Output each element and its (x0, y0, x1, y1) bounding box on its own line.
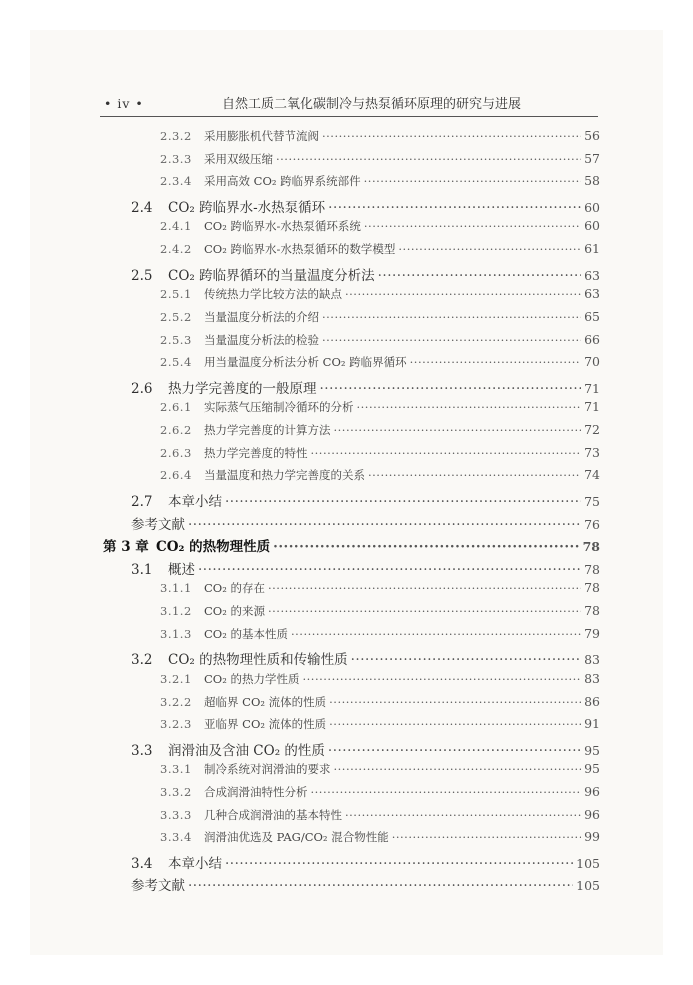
toc-entry-title: 制冷系统对润滑油的要求 (204, 762, 331, 777)
toc-entry[interactable] (131, 377, 600, 398)
dot-leader (188, 517, 581, 533)
dot-leader (268, 581, 581, 595)
dot-leader (273, 539, 579, 555)
toc-entry[interactable] (131, 739, 600, 760)
toc-entry[interactable] (160, 445, 600, 466)
toc-entry[interactable] (160, 354, 600, 375)
toc-entry-page: 105 (576, 855, 600, 871)
dot-leader (334, 423, 582, 437)
toc-entry-page: 105 (576, 878, 600, 894)
toc-entry-title: 采用高效 CO₂ 跨临界系统部件 (204, 174, 361, 189)
toc-entry-page: 70 (584, 354, 600, 370)
toc-entry-number: 2.3.2 (160, 129, 192, 143)
toc-entry[interactable] (160, 671, 600, 692)
dot-leader (410, 355, 581, 369)
toc-entry-number: 2.3.4 (160, 174, 192, 189)
toc-entry[interactable] (160, 467, 600, 488)
toc-entry-page: 60 (584, 218, 600, 234)
dot-leader (329, 695, 581, 709)
toc-entry-page: 78 (582, 539, 600, 555)
dot-leader (225, 856, 573, 872)
toc-entry-title: 润滑油及含油 CO₂ 的性质 (168, 742, 325, 759)
toc-entry[interactable] (131, 196, 600, 217)
dot-leader (364, 219, 581, 233)
toc-entry-title: CO₂ 的来源 (204, 604, 265, 619)
dot-leader (345, 287, 581, 301)
toc-entry-number: 2.5.2 (160, 309, 192, 324)
toc-entry-page: 75 (584, 493, 600, 509)
toc-entry-page: 83 (584, 652, 600, 668)
dot-leader (351, 652, 581, 668)
dot-leader (291, 627, 581, 641)
toc-entry-number: 3.1 (131, 561, 153, 578)
toc-entry-number: 2.5.1 (160, 287, 192, 302)
toc-entry[interactable] (160, 580, 600, 601)
toc-entry-page: 73 (584, 444, 600, 460)
dot-leader (322, 333, 581, 347)
toc-entry-number: 3.2.3 (160, 717, 192, 732)
dot-leader (322, 129, 581, 143)
book-title: 自然工质二氧化碳制冷与热泵循环原理的研究与进展 (222, 97, 522, 112)
toc-entry-page: 65 (584, 308, 600, 324)
toc-entry-title: CO₂ 跨临界水-水热泵循环系统 (204, 219, 361, 234)
toc-entry-number: 2.7 (131, 493, 153, 510)
dot-leader (345, 808, 581, 822)
dot-leader (334, 762, 582, 776)
toc-entry-title: 合成润滑油特性分析 (204, 784, 308, 799)
toc-entry-title: CO₂ 的存在 (204, 581, 265, 596)
toc-entry-title: 参考文献 (131, 878, 185, 895)
dot-leader (188, 878, 573, 894)
toc-entry[interactable] (160, 807, 600, 828)
toc-entry-number: 2.4.1 (160, 219, 192, 234)
toc-entry-title: 概述 (168, 561, 195, 578)
toc-entry-page: 56 (584, 128, 600, 143)
toc-entry-title: CO₂ 的基本性质 (204, 626, 288, 641)
toc-entry-number: 第 3 章 (103, 539, 149, 556)
toc-entry-title: 参考文献 (131, 516, 185, 533)
toc-entry-title: CO₂ 跨临界水-水热泵循环的数学模型 (204, 242, 396, 257)
toc-entry-page: 76 (584, 516, 600, 532)
dot-leader (303, 672, 582, 686)
toc-entry-title: 热力学完善度的一般原理 (168, 380, 317, 397)
toc-entry-page: 63 (584, 267, 600, 283)
toc-entry-number: 3.2.1 (160, 671, 192, 686)
toc-entry-title: 超临界 CO₂ 流体的性质 (204, 694, 327, 709)
toc-entry-number: 3.3.3 (160, 807, 192, 822)
toc-entry[interactable] (131, 558, 600, 579)
toc-entry-title: 当量温度分析法的介绍 (204, 309, 319, 324)
toc-entry-number: 3.1.2 (160, 604, 192, 619)
dot-leader (198, 562, 581, 578)
toc-entry-page: 95 (584, 761, 600, 777)
toc-entry[interactable] (131, 513, 600, 534)
toc-entry-page: 78 (584, 561, 600, 577)
toc-entry-number: 3.1.1 (160, 581, 192, 596)
toc-entry-title: 本章小结 (168, 855, 222, 872)
toc-entry-page: 71 (584, 399, 600, 415)
toc-entry-title: CO₂ 跨临界水-水热泵循环 (168, 199, 326, 216)
toc-entry[interactable] (131, 264, 600, 285)
toc-entry[interactable] (160, 173, 600, 194)
dot-leader (268, 604, 581, 618)
toc-entry-number: 3.3 (131, 742, 153, 759)
toc-entry-number: 2.5 (131, 267, 153, 284)
toc-entry-number: 2.6.4 (160, 468, 192, 483)
toc-entry-number: 2.3.3 (160, 151, 192, 166)
toc-entry-title: CO₂ 跨临界循环的当量温度分析法 (168, 267, 375, 284)
toc-entry[interactable] (160, 399, 600, 420)
toc-entry[interactable] (160, 829, 600, 850)
toc-entry-page: 58 (584, 173, 600, 189)
toc-entry-title: CO₂ 的热物理性质和传输性质 (168, 652, 348, 669)
toc-entry[interactable] (160, 218, 600, 239)
toc-entry-number: 3.2 (131, 652, 153, 669)
toc-entry[interactable] (160, 603, 600, 624)
dot-leader (364, 174, 581, 188)
toc-entry-number: 2.6.1 (160, 400, 192, 415)
toc-entry-title: 亚临界 CO₂ 流体的性质 (204, 717, 327, 732)
dot-leader (368, 468, 581, 482)
dot-leader (378, 268, 581, 284)
toc-entry[interactable] (131, 874, 600, 895)
toc-entry-title: 本章小结 (168, 493, 222, 510)
toc-entry-title: 当量温度和热力学完善度的关系 (204, 468, 365, 483)
toc-entry-title: 实际蒸气压缩制冷循环的分析 (204, 400, 354, 415)
toc-entry-number: 3.3.2 (160, 784, 192, 799)
toc-entry-number: 3.4 (131, 855, 153, 872)
toc-entry-title: 用当量温度分析法分析 CO₂ 跨临界循环 (204, 355, 407, 370)
toc-entry-page: 74 (584, 467, 600, 483)
toc-entry[interactable] (160, 332, 600, 353)
toc-entry-page: 78 (584, 603, 600, 619)
toc-entry-page: 96 (584, 783, 600, 799)
toc-entry-number: 2.5.3 (160, 332, 192, 347)
toc-entry-title: 采用膨胀机代替节流阀 (204, 129, 319, 143)
toc-entry-page: 99 (584, 829, 600, 845)
toc-entry-number: 3.2.2 (160, 694, 192, 709)
dot-leader (322, 310, 581, 324)
toc-entry-title: 采用双级压缩 (204, 151, 273, 166)
toc-entry[interactable] (160, 716, 600, 737)
dot-leader (311, 785, 582, 799)
toc-entry[interactable] (160, 761, 600, 782)
toc-entry-number: 2.4.2 (160, 242, 192, 257)
toc-entry-page: 71 (584, 380, 600, 396)
dot-leader (225, 494, 581, 510)
toc-entry[interactable] (131, 648, 600, 669)
toc-entry[interactable] (160, 694, 600, 715)
toc-entry-title: 润滑油优选及 PAG/CO₂ 混合物性能 (204, 830, 389, 845)
toc-entry-number: 2.6.3 (160, 445, 192, 460)
dot-leader (357, 400, 582, 414)
toc-entry-number: 3.3.1 (160, 762, 192, 777)
toc-entry-title: 几种合成润滑油的基本特性 (204, 807, 342, 822)
toc-entry-page: 66 (584, 331, 600, 347)
toc-entry-title: 传统热力学比较方法的缺点 (204, 287, 342, 302)
toc-entry-page: 95 (584, 742, 600, 758)
toc-entry-number: 2.6.2 (160, 423, 192, 438)
toc-entry-title: CO₂ 的热物理性质 (156, 539, 271, 556)
toc-entry-title: 当量温度分析法的检验 (204, 332, 319, 347)
toc-entry[interactable] (160, 422, 600, 443)
toc-entry[interactable] (131, 490, 600, 511)
toc-entry-title: CO₂ 的热力学性质 (204, 671, 300, 686)
toc-entry[interactable] (160, 784, 600, 805)
toc-entry-number: 2.6 (131, 380, 153, 397)
dot-leader (328, 200, 581, 216)
dot-leader (392, 830, 581, 844)
toc-entry[interactable] (131, 852, 600, 873)
dot-leader (329, 717, 581, 731)
toc-entry-page: 96 (584, 806, 600, 822)
toc-entry-number: 2.4 (131, 199, 153, 216)
toc-entry[interactable] (103, 535, 600, 556)
toc-entry-page: 60 (584, 199, 600, 215)
toc-entry-page: 83 (584, 670, 600, 686)
toc-entry[interactable] (160, 286, 600, 307)
dot-leader (276, 152, 581, 166)
toc-entry[interactable] (160, 151, 600, 172)
dot-leader (398, 242, 581, 256)
toc-entry-page: 72 (584, 422, 600, 438)
toc-entry-title: 热力学完善度的特性 (204, 445, 308, 460)
toc-entry[interactable] (160, 128, 600, 149)
toc-entry-title: 热力学完善度的计算方法 (204, 423, 331, 438)
toc-entry-number: 2.5.4 (160, 355, 192, 370)
toc-entry-page: 63 (584, 286, 600, 302)
page-number-label: • iv • (104, 96, 144, 111)
toc-entry-page: 79 (584, 625, 600, 641)
dot-leader (311, 446, 582, 460)
toc-entry[interactable] (160, 309, 600, 330)
toc-entry-number: 3.3.4 (160, 830, 192, 845)
toc-entry-page: 78 (584, 580, 600, 596)
toc-entry-page: 86 (584, 693, 600, 709)
dot-leader (320, 381, 582, 397)
toc-entry-number: 3.1.3 (160, 626, 192, 641)
toc-entry[interactable] (160, 241, 600, 262)
toc-entry-page: 61 (584, 241, 600, 257)
toc-entry-page: 57 (584, 150, 600, 166)
toc-entry-page: 91 (584, 716, 600, 732)
toc-entry[interactable] (160, 626, 600, 647)
dot-leader (328, 743, 581, 759)
